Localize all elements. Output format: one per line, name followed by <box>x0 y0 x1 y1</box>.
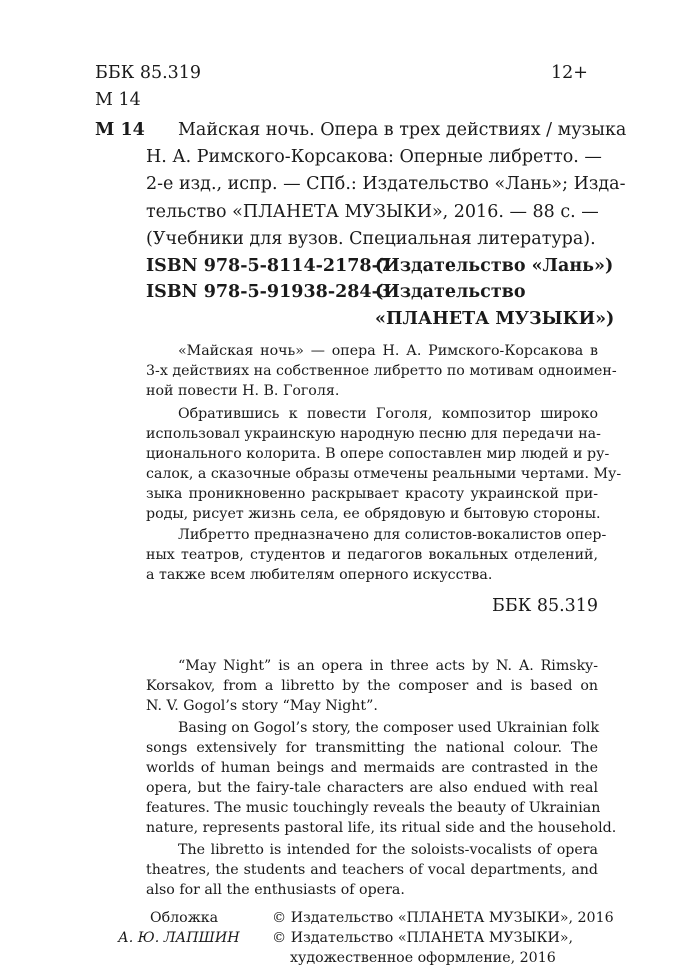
annotation-en-line: “May Night” is an opera in three acts by N. A. Rimsky- <box>178 658 598 674</box>
annotation-en-line: N. V. Gogol’s story “May Night”. <box>146 698 378 714</box>
cover-label: Обложка <box>150 910 219 926</box>
annotation-ru-line: а также всем любителям оперного искусства. <box>146 567 493 583</box>
annotation-ru-line: «Майская ночь» — опера Н. А. Римского-Корсакова в <box>178 343 598 359</box>
annotation-ru-line: роды, рисует жизнь села, ее обрядовую и бытовую стороны. <box>146 506 601 522</box>
annotation-en-line: Korsakov, from a libretto by the composer and is based on <box>146 678 598 694</box>
annotation-ru-line: ционального колорита. В опере сопоставлен мир людей и ру- <box>146 446 610 462</box>
entry-line: (Учебники для вузов. Специальная литература). <box>146 229 596 249</box>
isbn-number: ISBN 978-5-91938-284-3 <box>146 282 392 302</box>
bbk-code: ББК 85.319 <box>95 63 202 83</box>
copyright-line: © Издательство «ПЛАНЕТА МУЗЫКИ», <box>272 930 574 946</box>
cover-artist: А. Ю. ЛАПШИН <box>118 930 240 946</box>
annotation-ru-line: ной повести Н. В. Гоголя. <box>146 383 340 399</box>
annotation-ru-line: зыка проникновенно раскрывает красоту украинской при- <box>146 486 598 502</box>
annotation-ru-line: ных театров, студентов и педагогов вокальных отделений, <box>146 547 598 563</box>
annotation-en-line: Basing on Gogol’s story, the composer used Ukrainian folk <box>178 720 600 736</box>
bbk-code-bottom: ББК 85.319 <box>492 596 599 616</box>
annotation-en-line: The libretto is intended for the soloists-vocalists of opera <box>178 842 598 858</box>
annotation-ru-line: Либретто предназначено для солистов-вокалистов опер- <box>178 527 607 543</box>
isbn-number: ISBN 978-5-8114-2178-7 <box>146 256 392 276</box>
isbn-publisher-cont: «ПЛАНЕТА МУЗЫКИ») <box>375 309 615 329</box>
isbn-publisher: (Издательство <box>375 282 526 302</box>
annotation-ru-line: Обратившись к повести Гоголя, композитор широко <box>178 406 598 422</box>
entry-line: Майская ночь. Опера в трех действиях / музыка <box>178 120 627 140</box>
annotation-en-line: also for all the enthusiasts of opera. <box>146 882 405 898</box>
author-sign: М 14 <box>95 90 141 110</box>
annotation-ru-line: салок, а сказочные образы отмечены реальными чертами. Му- <box>146 466 622 482</box>
annotation-en-line: worlds of human beings and mermaids are contrasted in the <box>146 760 598 776</box>
isbn-publisher: (Издательство «Лань») <box>375 256 614 276</box>
entry-line: 2-е изд., испр. — СПб.: Издательство «Лань»; Изда- <box>146 174 626 194</box>
annotation-en-line: songs extensively for transmitting the national colour. The <box>146 740 598 756</box>
copyright-line: художественное оформление, 2016 <box>290 950 556 966</box>
entry-line: тельство «ПЛАНЕТА МУЗЫКИ», 2016. — 88 с. — <box>146 202 599 222</box>
entry-sign: М 14 <box>95 120 145 140</box>
age-rating: 12+ <box>551 63 588 83</box>
copyright-line: © Издательство «ПЛАНЕТА МУЗЫКИ», 2016 <box>272 910 614 926</box>
entry-line: Н. А. Римского-Корсакова: Оперные либретто. — <box>146 147 602 167</box>
annotation-ru-line: использовал украинскую народную песню для передачи на- <box>146 426 601 442</box>
annotation-ru-line: 3-х действиях на собственное либретто по мотивам одноимен- <box>146 363 617 379</box>
annotation-en-line: features. The music touchingly reveals the beauty of Ukrainian <box>146 800 601 816</box>
annotation-en-line: nature, represents pastoral life, its ritual side and the household. <box>146 820 617 836</box>
annotation-en-line: theatres, the students and teachers of vocal departments, and <box>146 862 598 878</box>
annotation-en-line: opera, but the fairy-tale characters are also endued with real <box>146 780 598 796</box>
